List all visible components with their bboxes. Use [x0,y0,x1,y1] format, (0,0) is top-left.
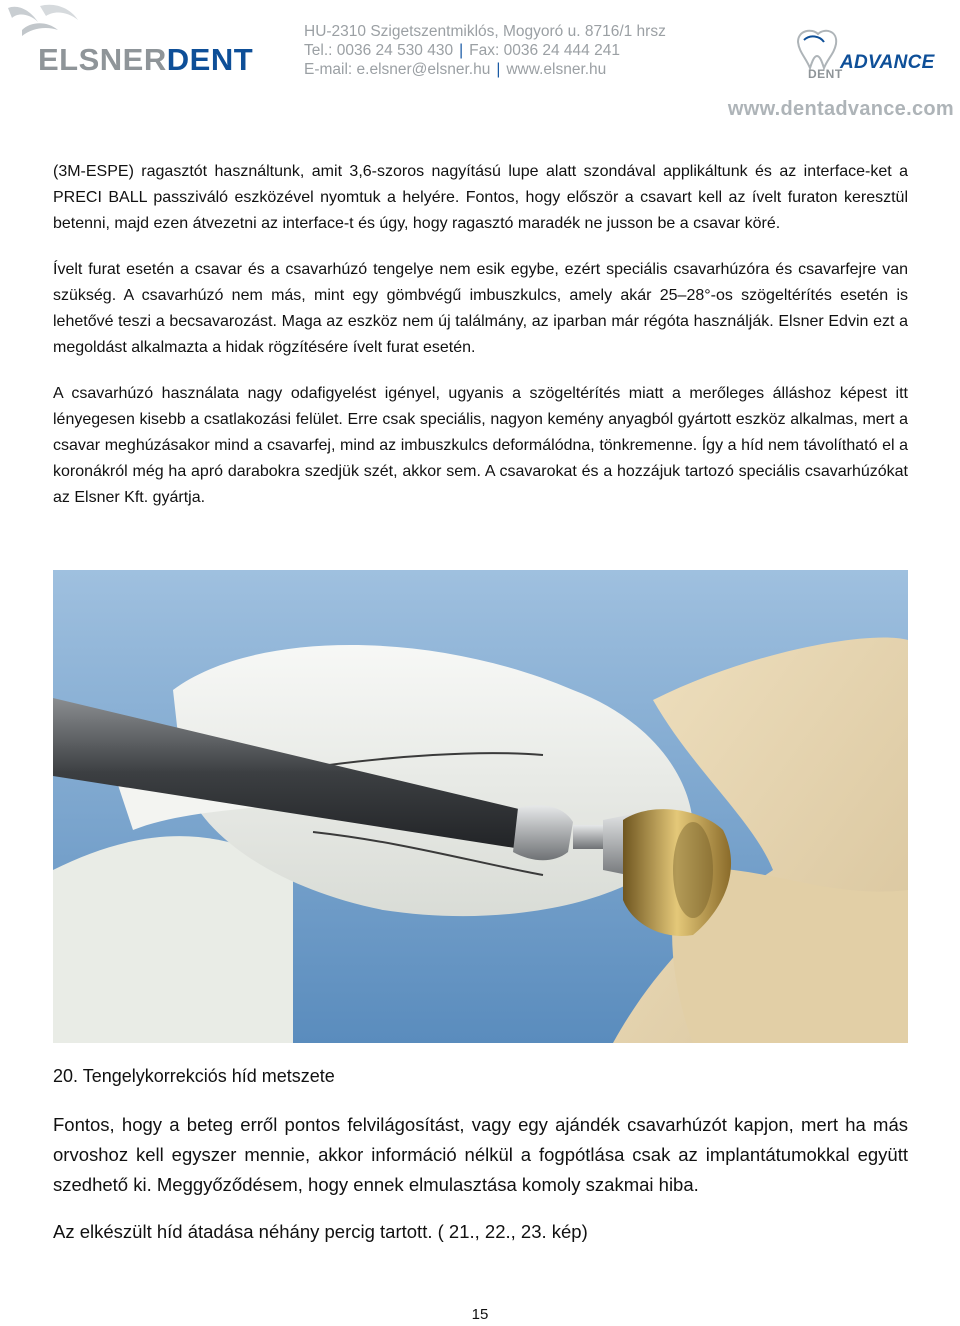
figure-caption: 20. Tengelykorrekciós híd metszete [53,1066,335,1086]
paragraph-5: Az elkészült híd átadása néhány percig tartott. ( 21., 22., 23. kép) [53,1221,588,1242]
paragraph-3: A csavarhúzó használata nagy odafigyelést igényel, ugyanis a szögeltérítés miatt a merőleges álláshoz képest itt lényegesen kisebb a csatlakozási felület. Erre csak speciális, nagyon kemény anyagból gyártott eszköz alkalmas, mert a csavar meghúzásakor mind a csavarfej, mind az imbuszkulcs deformálódna, tönkremenne. Így a híd nem távolítható el a koronákról még ha apró darabokra szedjük szét, akkor sem. A csavarokat és a hozzájuk tartozó speciális csavarhúzókat az Elsner Kft. gyártja. [53,385,908,506]
body-text-bottom [53,1110,908,1247]
web-link[interactable]: www.elsner.hu [506,61,607,78]
contact-block [304,22,666,79]
brand-part-dent: DENT [166,42,254,77]
paragraph-2: Ívelt furat esetén a csavar és a csavarhúzó tengelye nem esik egybe, ezért speciális csavarhúzóra és csavarfejre van szükség. A csavarhúzó nem más, mint egy gömbvégű imbuszkulcs, amely akár 25‒28°-os szögeltérítés esetén is lehetővé teszi a becsavarozást. Maga az eszköz nem új találmány, az iparban már régóta használják. Elsner Edvin ezt a megoldást alkalmazta a hidak rögzítésére ívelt furat esetén. [53,261,908,356]
page-header [0,0,960,130]
figure-photo [53,570,908,1043]
website-url[interactable]: www.dentadvance.com [727,98,954,120]
tel-text: Tel.: 0036 24 530 430 [304,42,454,59]
logo-dent-text: DENT [808,67,843,81]
logo-advance-text: ADVANCE [840,52,935,73]
elsnerdent-logo [0,0,260,95]
address-line: HU-2310 Szigetszentmiklós, Mogyoró u. 8716/1 hrsz [304,23,666,40]
brand-part-elsner: ELSNER [38,42,167,77]
email-line: E-mail: e.elsner@elsner.hu | www.elsner.hu [304,61,607,78]
email-link[interactable]: E-mail: e.elsner@elsner.hu [304,61,491,78]
brand-name [38,42,253,78]
dental-bridge-screwdriver-photo [53,570,908,1043]
body-text-top [53,159,908,511]
fax-text: Fax: 0036 24 444 241 [469,42,620,59]
paragraph-4: Fontos, hogy a beteg erről pontos felvilágosítást, vagy egy ajándék csavarhúzót kapjon, mert ha más orvoshoz kell egyszer mennie, akkor információ nélkül a fogpótlása csak az implantátumokkal együtt szedhető ki. Meggyőződésem, hogy ennek elmulasztása komoly szakmai hiba. [53,1114,908,1195]
page-number: 15 [471,1306,489,1323]
dentadvance-logo [790,22,960,82]
paragraph-1: (3M-ESPE) ragasztót használtunk, amit 3,6-szoros nagyítású lupe alatt szondával applikáltunk és az interface-ket a PRECI BALL passziváló eszközével nyomtuk a helyére. Fontos, hogy először a csavart kell az ívelt furaton keresztül betenni, majd ezen átvezetni az interface-t és úgy, hogy ragasztó maradék ne jusson be a csavar köré. [53,163,908,232]
phone-line: Tel.: 0036 24 530 430 | Fax: 0036 24 444 241 [304,42,620,59]
